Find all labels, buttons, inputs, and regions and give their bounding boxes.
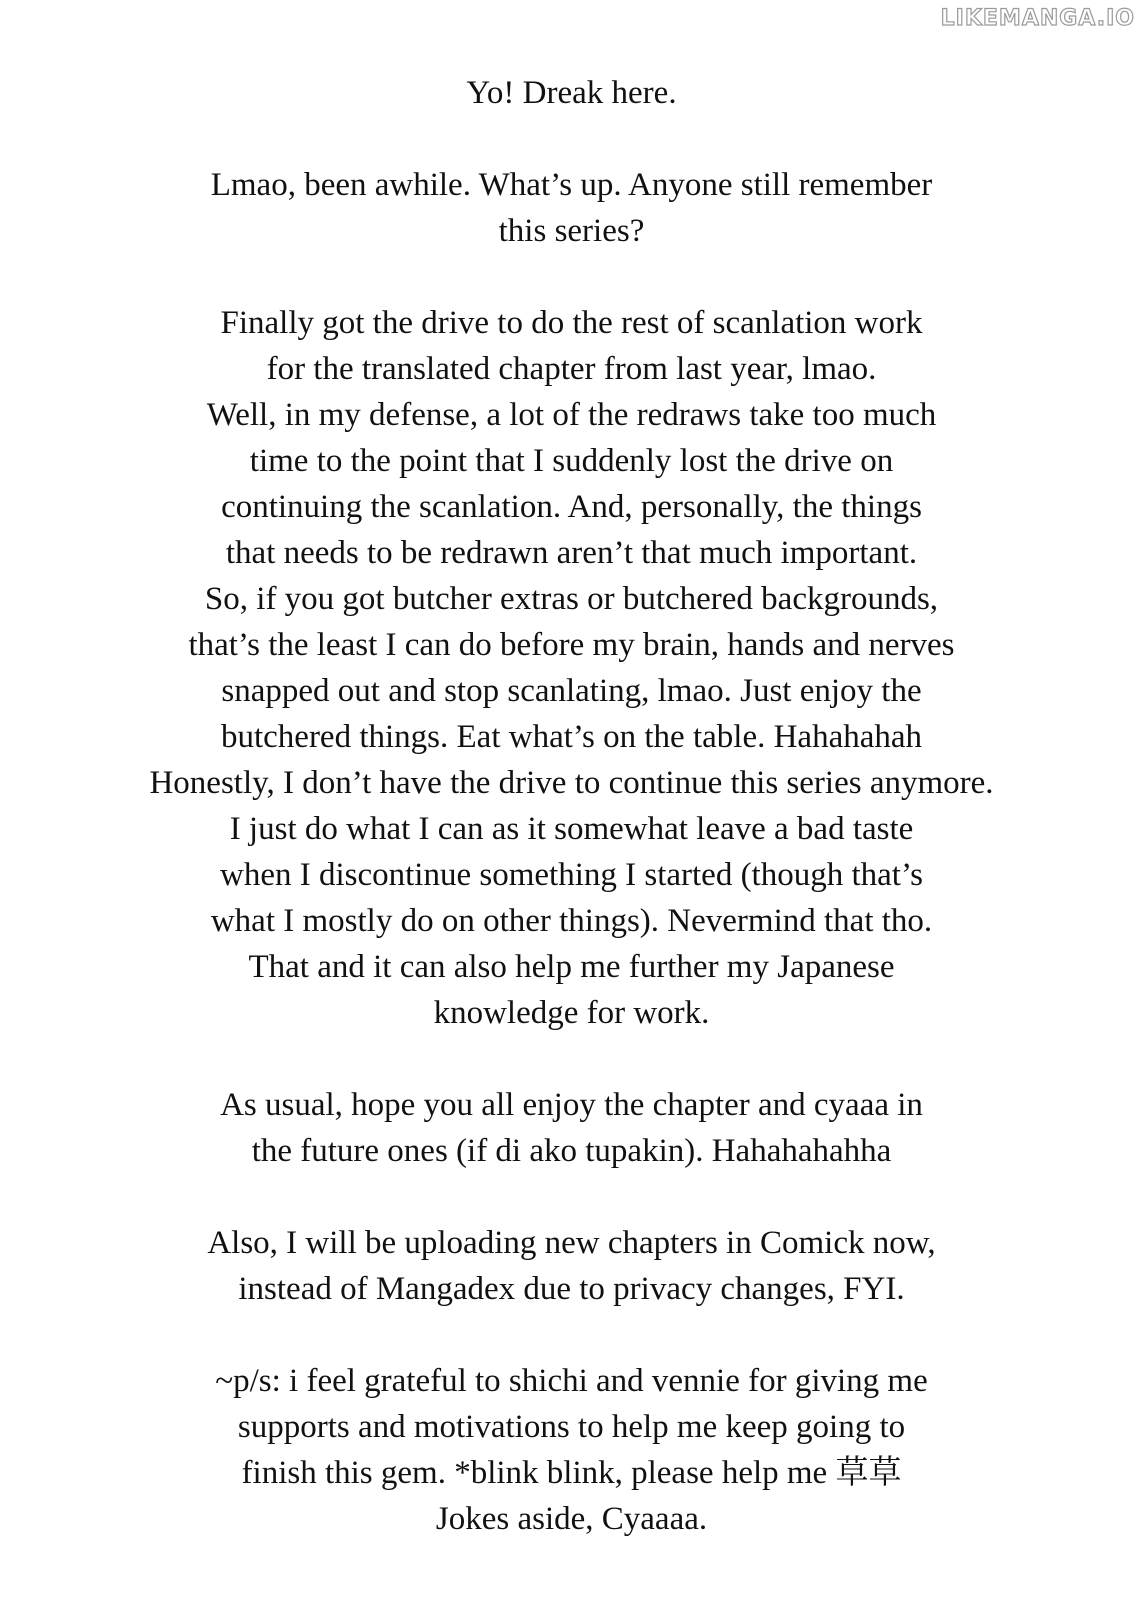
text-line: knowledge for work. bbox=[433, 995, 710, 1031]
text-line: the future ones (if di ako tupakin). Hahahahahha bbox=[251, 1133, 892, 1169]
paragraph-body bbox=[0, 300, 1143, 1036]
text-line: this series? bbox=[498, 213, 645, 249]
text-line: instead of Mangadex due to privacy changes, FYI. bbox=[238, 1271, 905, 1307]
text-line: Jokes aside, Cyaaaa. bbox=[435, 1501, 708, 1537]
translator-note bbox=[0, 70, 1143, 1588]
paragraph-closing bbox=[0, 1082, 1143, 1174]
text-line: I just do what I can as it somewhat leave a bad taste bbox=[229, 811, 914, 847]
text-line: what I mostly do on other things). Nevermind that tho. bbox=[210, 903, 933, 939]
paragraph-postscript bbox=[0, 1358, 1143, 1542]
text-line: Also, I will be uploading new chapters in Comick now, bbox=[207, 1225, 936, 1261]
text-line: So, if you got butcher extras or butchered backgrounds, bbox=[204, 581, 939, 617]
text-line: for the translated chapter from last year, lmao. bbox=[266, 351, 877, 387]
text-line: Honestly, I don’t have the drive to continue this series anymore. bbox=[149, 765, 994, 801]
text-line: That and it can also help me further my Japanese bbox=[248, 949, 895, 985]
text-line: finish this gem. *blink blink, please help me 草草 bbox=[241, 1455, 902, 1491]
text-line: butchered things. Eat what’s on the table. Hahahahah bbox=[220, 719, 923, 755]
paragraph-announcement bbox=[0, 1220, 1143, 1312]
text-line: supports and motivations to help me keep going to bbox=[237, 1409, 906, 1445]
text-line: that’s the least I can do before my brain, hands and nerves bbox=[188, 627, 955, 663]
paragraph-greeting bbox=[0, 70, 1143, 116]
text-line: As usual, hope you all enjoy the chapter and cyaaa in bbox=[220, 1087, 923, 1123]
paragraph-intro bbox=[0, 162, 1143, 254]
site-watermark: LIKEMANGA.IO bbox=[940, 6, 1135, 31]
text-line: that needs to be redrawn aren’t that much important. bbox=[225, 535, 918, 571]
text-line: time to the point that I suddenly lost the drive on bbox=[249, 443, 894, 479]
text-line: when I discontinue something I started (though that’s bbox=[220, 857, 923, 893]
text-line: ~p/s: i feel grateful to shichi and vennie for giving me bbox=[215, 1363, 928, 1399]
text-line: continuing the scanlation. And, personally, the things bbox=[221, 489, 922, 525]
text-line: Yo! Dreak here. bbox=[466, 75, 677, 111]
text-line: Lmao, been awhile. What’s up. Anyone still remember bbox=[210, 167, 933, 203]
text-line: Well, in my defense, a lot of the redraws take too much bbox=[206, 397, 937, 433]
text-line: Finally got the drive to do the rest of scanlation work bbox=[220, 305, 923, 341]
text-line: snapped out and stop scanlating, lmao. Just enjoy the bbox=[221, 673, 922, 709]
